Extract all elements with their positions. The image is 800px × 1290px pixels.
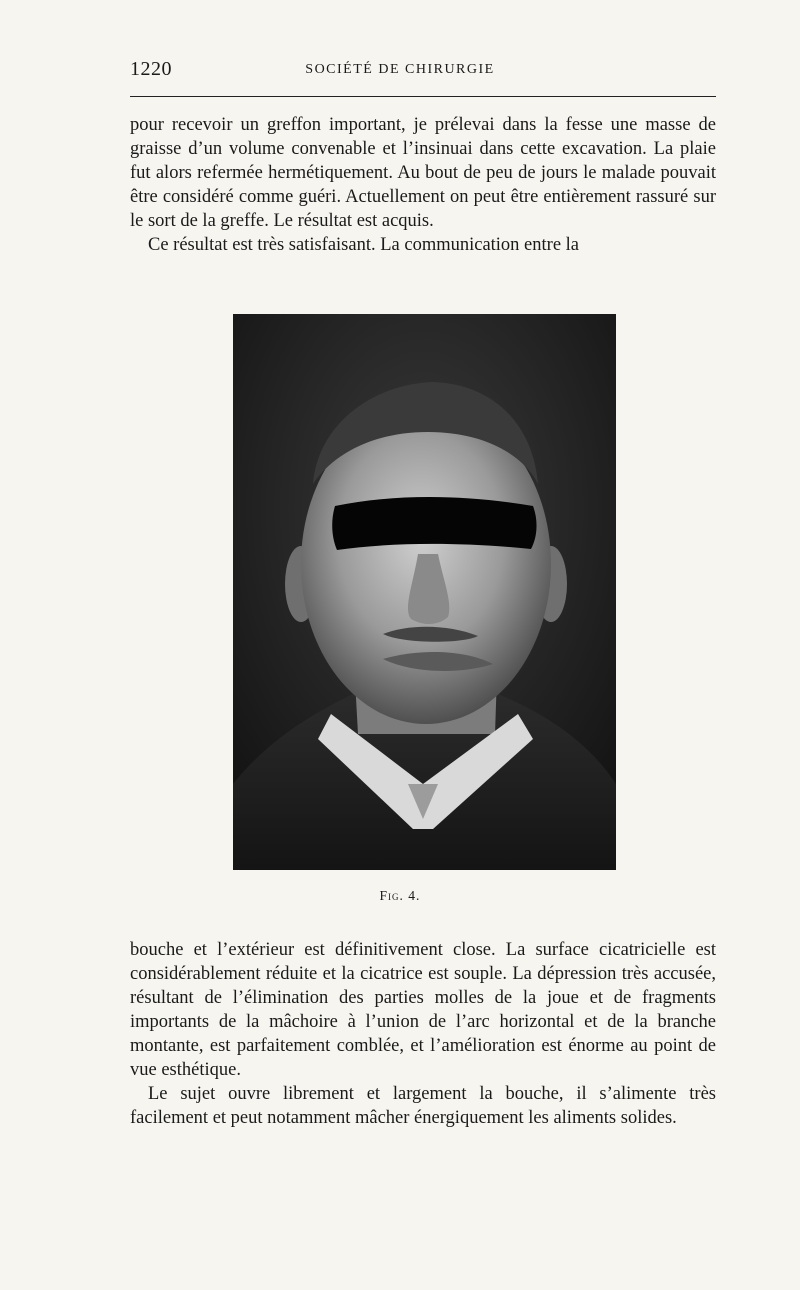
running-head: SOCIÉTÉ DE CHIRURGIE [305,62,495,77]
figure-caption: Fig. 4. [379,888,421,903]
paragraph-3: bouche et l’extérieur est définitivement close. La surface cicatricielle est considérablement réduite et la cicatrice est souple. La dépression très accusée, résultant de l’élimination des parties molles de la joue et de fragments importants de la mâchoire à l’union de l’arc horizontal et de la branche montante, est parfaitement comblée, et l’amélioration est énorme au point de vue esthétique. [130,940,716,1080]
header-rule [130,96,716,97]
eye-mask-bar [332,497,536,550]
paragraph-4: Le sujet ouvre librement et largement la bouche, il s’alimente très facilement et peut notamment mâcher énergiquement les aliments solides. [130,1084,716,1128]
top-text-block [130,113,716,257]
bottom-text-block [130,938,716,1130]
page-number: 1220 [130,58,172,80]
figure-photograph [233,314,616,870]
paragraph-2: Ce résultat est très satisfaisant. La communication entre la [148,235,580,255]
paragraph-1: pour recevoir un greffon important, je prélevai dans la fesse une masse de graisse d’un volume convenable et l’insinuai dans cette excavation. La plaie fut alors refermée hermétiquement. Au bout de peu de jours le malade pouvait être considéré comme guéri. Actuellement on peut être entièrement rassuré sur le sort de la greffe. Le résultat est acquis. [130,115,716,231]
